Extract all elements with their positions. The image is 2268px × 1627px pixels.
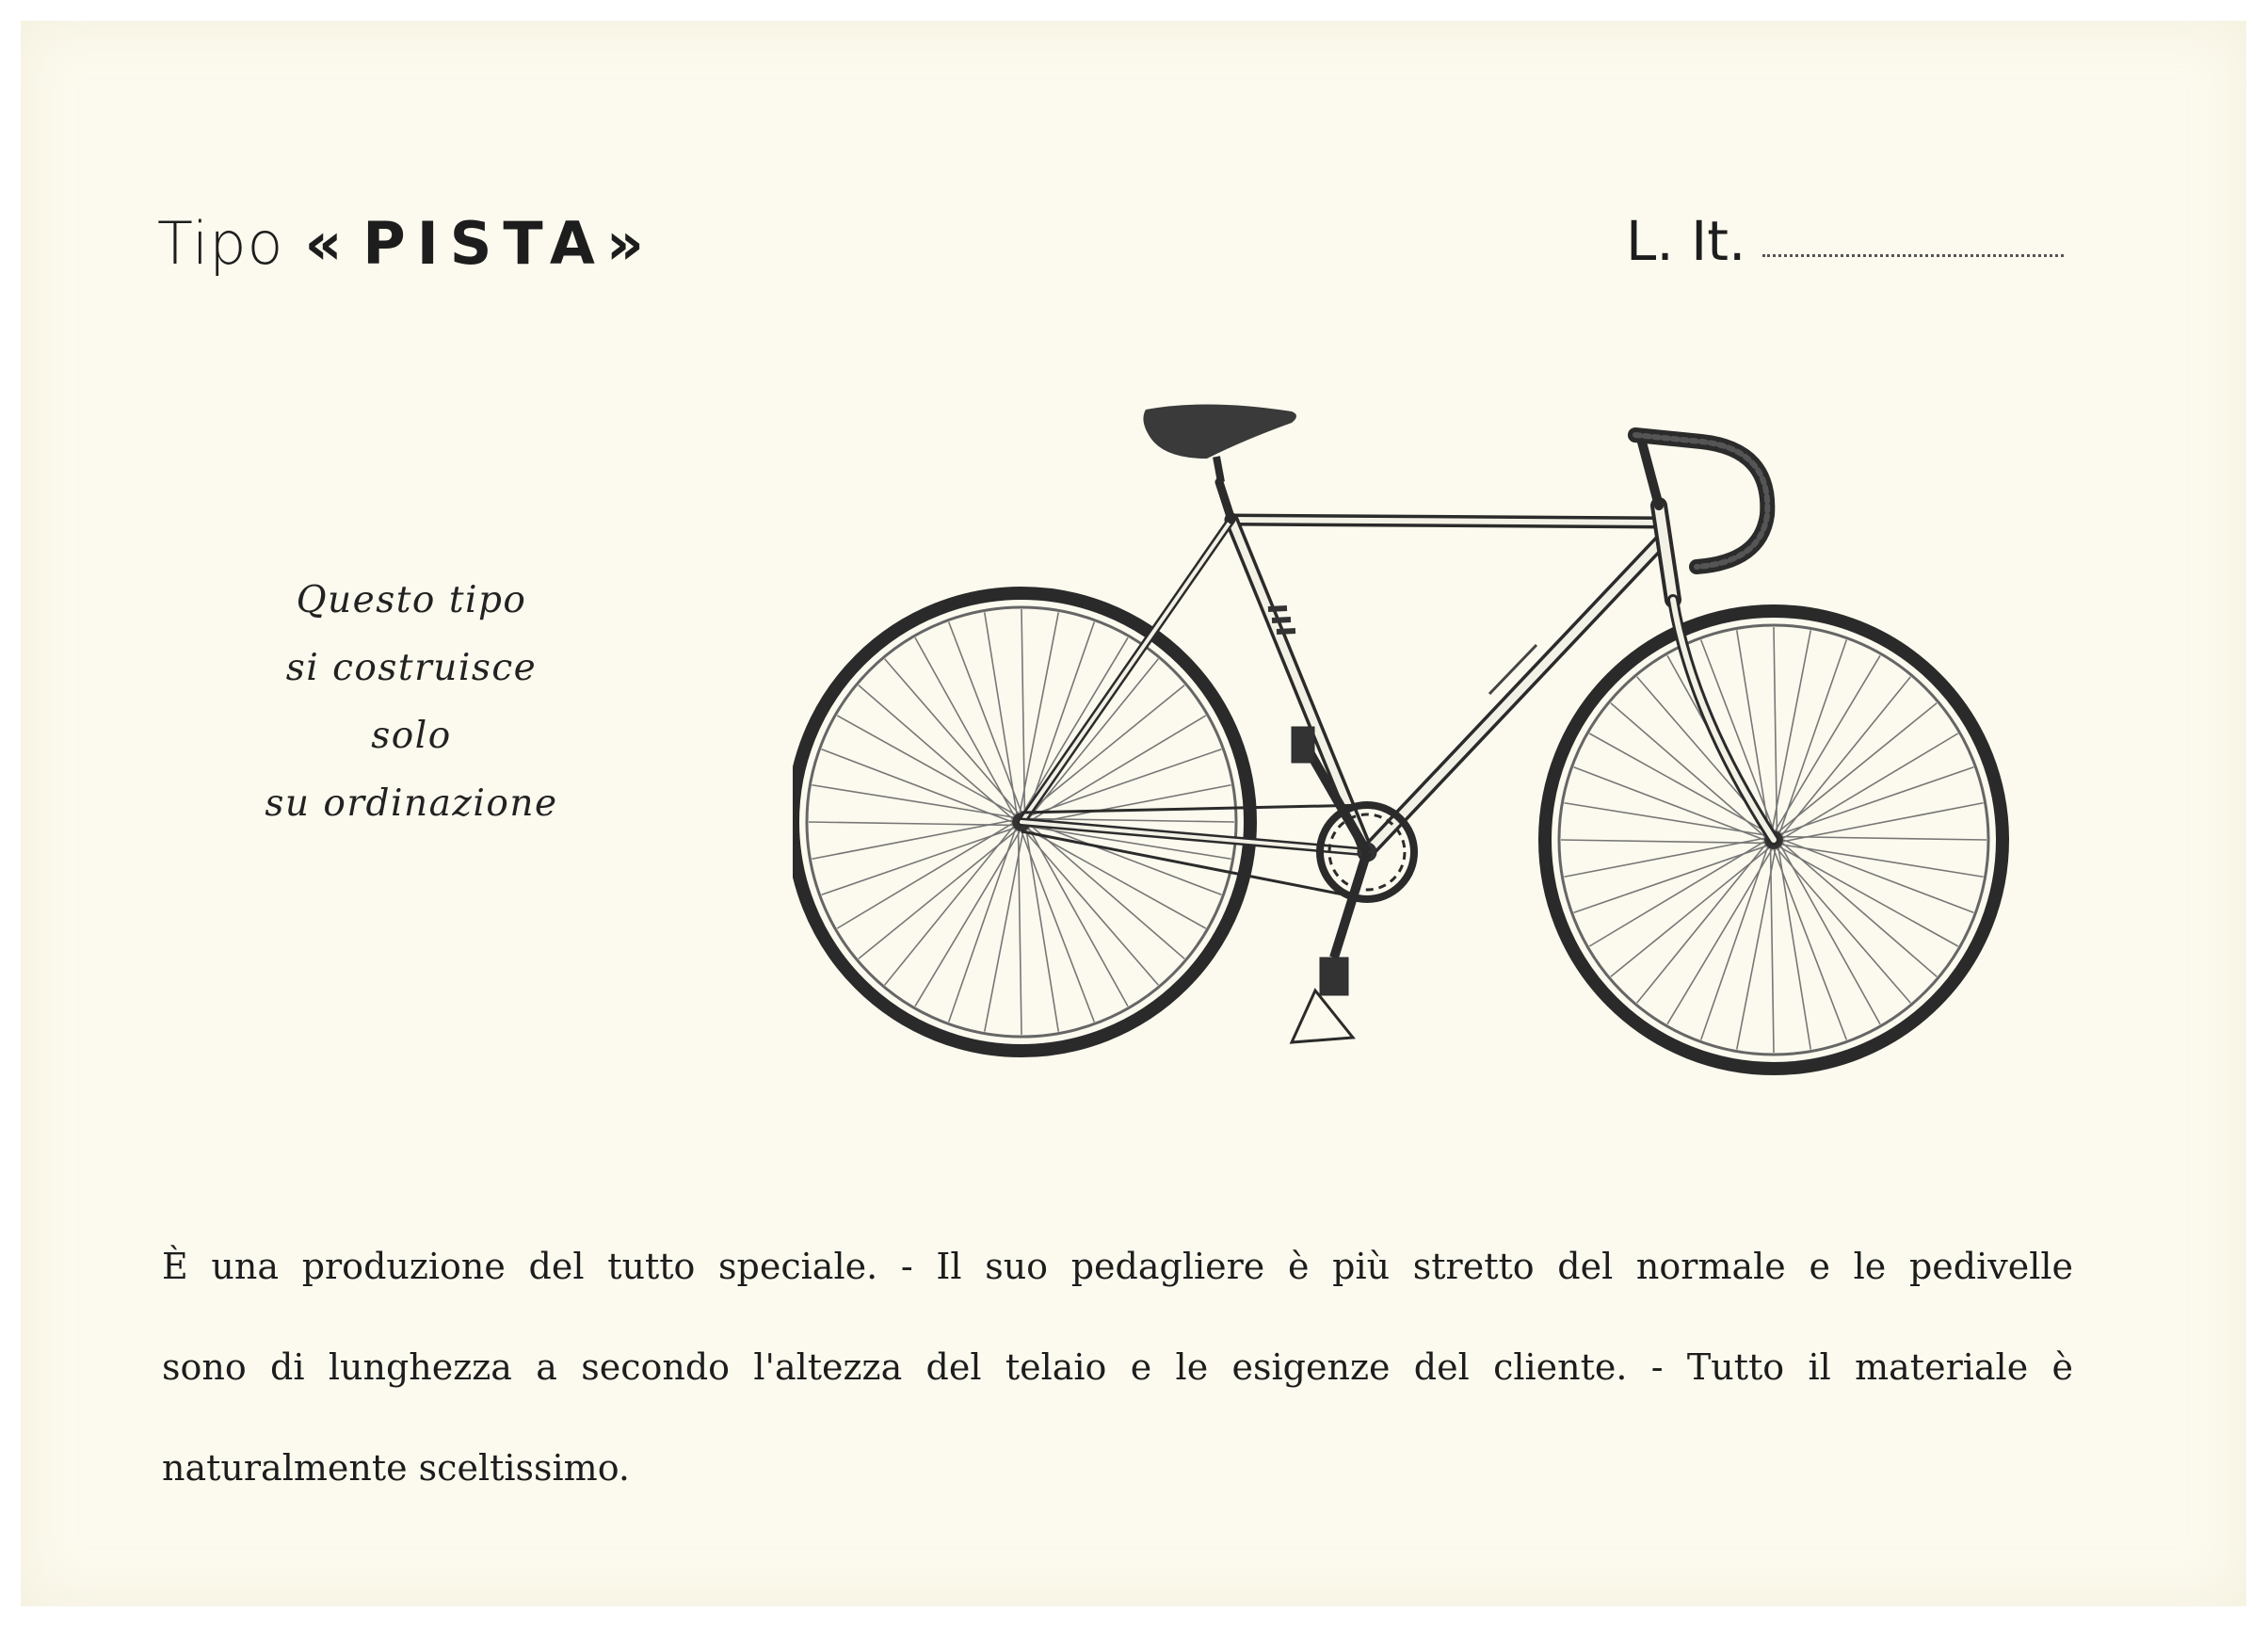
wheel-spoke	[1777, 848, 1910, 1003]
description	[162, 1216, 2073, 1519]
wheel-spoke	[985, 612, 1017, 814]
description-line: sono di lunghezza a secondo l'altezza del telaio e le esigenze del cliente. - Tutto il materiale è	[162, 1346, 2073, 1388]
caption-line: solo	[371, 715, 452, 757]
wheel-spoke	[1019, 830, 1021, 1035]
title-quote-open: «	[304, 209, 344, 278]
wheel-spoke	[885, 659, 1019, 814]
wheel-spoke	[1782, 843, 1937, 976]
wheel-spoke	[1771, 848, 1774, 1053]
page-title	[157, 209, 645, 278]
caption-line: si costruisce	[285, 647, 538, 689]
wheel-spoke	[1026, 830, 1058, 1032]
wheel-spoke	[809, 822, 1013, 825]
wheel-spoke	[1030, 825, 1184, 958]
price-blank-line	[1762, 254, 2064, 257]
wheel-spoke	[1564, 803, 1765, 835]
wheel-spoke	[1778, 848, 1810, 1050]
track-bicycle-illustration	[793, 402, 2017, 1080]
caption-line: Questo tipo	[296, 579, 527, 621]
model-name: PISTA	[362, 209, 606, 278]
wheel-spoke	[1611, 703, 1765, 837]
wheel-spoke	[1782, 837, 1987, 840]
catalog-page	[21, 21, 2246, 1606]
description-line: È una produzione del tutto speciale. - Il suo pedagliere è più stretto del normale e le pedivelle	[162, 1246, 2073, 1287]
description-line: naturalmente sceltissimo.	[162, 1447, 631, 1489]
caption-line: su ordinazione	[265, 782, 558, 825]
wheel-spoke	[1774, 627, 1777, 831]
wheel-spoke	[1782, 845, 1984, 877]
order-caption	[228, 567, 595, 838]
wheel-spoke	[859, 685, 1013, 819]
saddle	[1143, 404, 1296, 482]
drivetrain	[1021, 727, 1414, 1042]
wheel-spoke	[1021, 609, 1024, 814]
price-label: L. It.	[1626, 209, 1746, 273]
title-quote-close: »	[605, 209, 645, 278]
wheel-spoke	[812, 785, 1013, 817]
title-prefix: Tipo	[157, 209, 284, 278]
wheel-spoke	[1561, 840, 1765, 843]
